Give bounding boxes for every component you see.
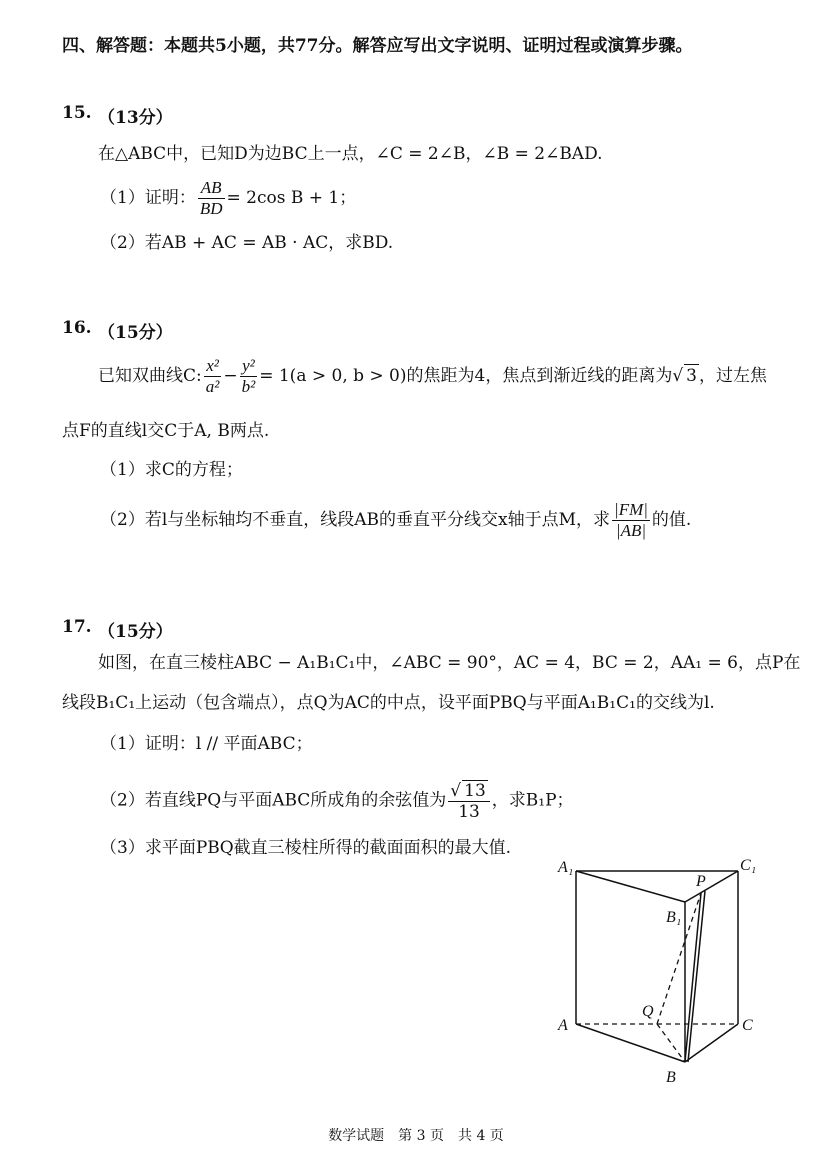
edge-b1-c1 [685, 871, 738, 902]
q16-stem-c: ，过左焦 [699, 366, 767, 386]
q16-stem-a: 已知双曲线C: [98, 366, 202, 386]
q17-part2-b: ，求B₁P； [491, 790, 574, 811]
q15-part1-num: AB [198, 178, 225, 199]
label-b: B [666, 1069, 676, 1086]
q16-part2 [100, 500, 691, 541]
q17-stem-line2: 线段B₁C₁上运动（包含端点），点Q为AC的中点，设平面PBQ与平面A₁B₁C₁的交线为l. [62, 693, 715, 713]
q16-stem-b: = 1(a > 0, b > 0)的焦距为4，焦点到渐近线的距离为 [259, 366, 673, 386]
edge-a-b [576, 1024, 685, 1062]
label-a1: A₁ [558, 859, 574, 876]
q17-number: 17. [62, 617, 92, 637]
q16-minus: − [223, 366, 238, 386]
q15-part1-prefix: （1）证明： [100, 188, 196, 208]
q16-x-den: a² [205, 377, 220, 396]
segment-p-b-2 [688, 891, 705, 1062]
q17-cos-num: 13 [464, 781, 486, 801]
q17-part2 [100, 780, 574, 822]
label-a: A [558, 1017, 568, 1034]
q15-number: 15. [62, 103, 92, 123]
q16-sqrt3: 3 [686, 366, 697, 386]
q15-part1 [100, 178, 356, 219]
q16-x-fraction [204, 356, 222, 397]
q15-part2: （2）若AB + AC = AB · AC，求BD. [100, 233, 394, 253]
q16-number: 16. [62, 318, 92, 338]
q16-part2-b: 的值. [651, 510, 692, 530]
q16-stem-line1: 已知双曲线C: $\frac{\text{x²}}{\text{a²}}$ − $\frac{\text{y²}}{\text{b²}}$ = 1(a > 0, b > 0)的焦距为4，焦点到渐近线的距离为√ 3 ，过左焦 [98, 356, 767, 396]
q16-y-den: b² [241, 377, 256, 396]
q17-part2-a: （2）若直线PQ与平面ABC所成角的余弦值为 [100, 790, 447, 811]
q17-part1: （1）证明：l // 平面ABC； [100, 734, 313, 754]
q16-points: （15分） [98, 323, 173, 343]
q17-cos-num-wrap: √ 13 [448, 780, 489, 802]
page-footer: 数学试题 第 3 页 共 4 页 [328, 1128, 504, 1144]
label-p: P [696, 873, 706, 890]
q15-part1-rhs: = 2cos B + 1； [226, 188, 357, 208]
q16-y-num: y² [240, 356, 258, 377]
q17-part3: （3）求平面PBQ截直三棱柱所得的截面面积的最大值. [100, 838, 512, 858]
q16-ab: |AB| [615, 521, 647, 540]
q16-y-fraction [240, 356, 258, 397]
q15-points: （13分） [98, 108, 173, 128]
q16-part1: （1）求C的方程； [100, 460, 243, 480]
q16-part2-a: （2）若l与坐标轴均不垂直，线段AB的垂直平分线交x轴于点M，求 [100, 510, 611, 530]
q17-cos-den: 13 [458, 802, 480, 822]
q17-stem-line1: 如图，在直三棱柱ABC − A₁B₁C₁中，∠ABC = 90°，AC = 4，BC = 2，AA₁ = 6，点P在 [98, 653, 801, 673]
q16-fm-fraction [612, 500, 650, 541]
q17-points: （15分） [98, 622, 173, 642]
q15-stem: 在△ABC中，已知D为边BC上一点，∠C = 2∠B，∠B = 2∠BAD. [98, 144, 603, 164]
q17-cos-fraction [448, 780, 489, 822]
label-b1: B₁ [666, 909, 682, 926]
edge-b-c [685, 1024, 738, 1062]
q15-part1-den: BD [199, 199, 223, 218]
prism-figure [550, 850, 770, 1090]
edge-a1-b1 [576, 871, 685, 902]
q16-fm: |FM| [614, 500, 648, 519]
q16-x-num: x² [204, 356, 222, 377]
label-c1: C₁ [740, 857, 757, 874]
label-q: Q [642, 1003, 654, 1020]
q15-part1-fraction [198, 178, 225, 219]
label-c: C [742, 1017, 753, 1034]
segment-q-b-hidden [657, 1024, 685, 1062]
q16-stem-line2: 点F的直线l交C于A, B两点. [62, 421, 270, 441]
section-heading: 四、解答题：本题共5小题，共77分。解答应写出文字说明、证明过程或演算步骤。 [62, 36, 693, 56]
